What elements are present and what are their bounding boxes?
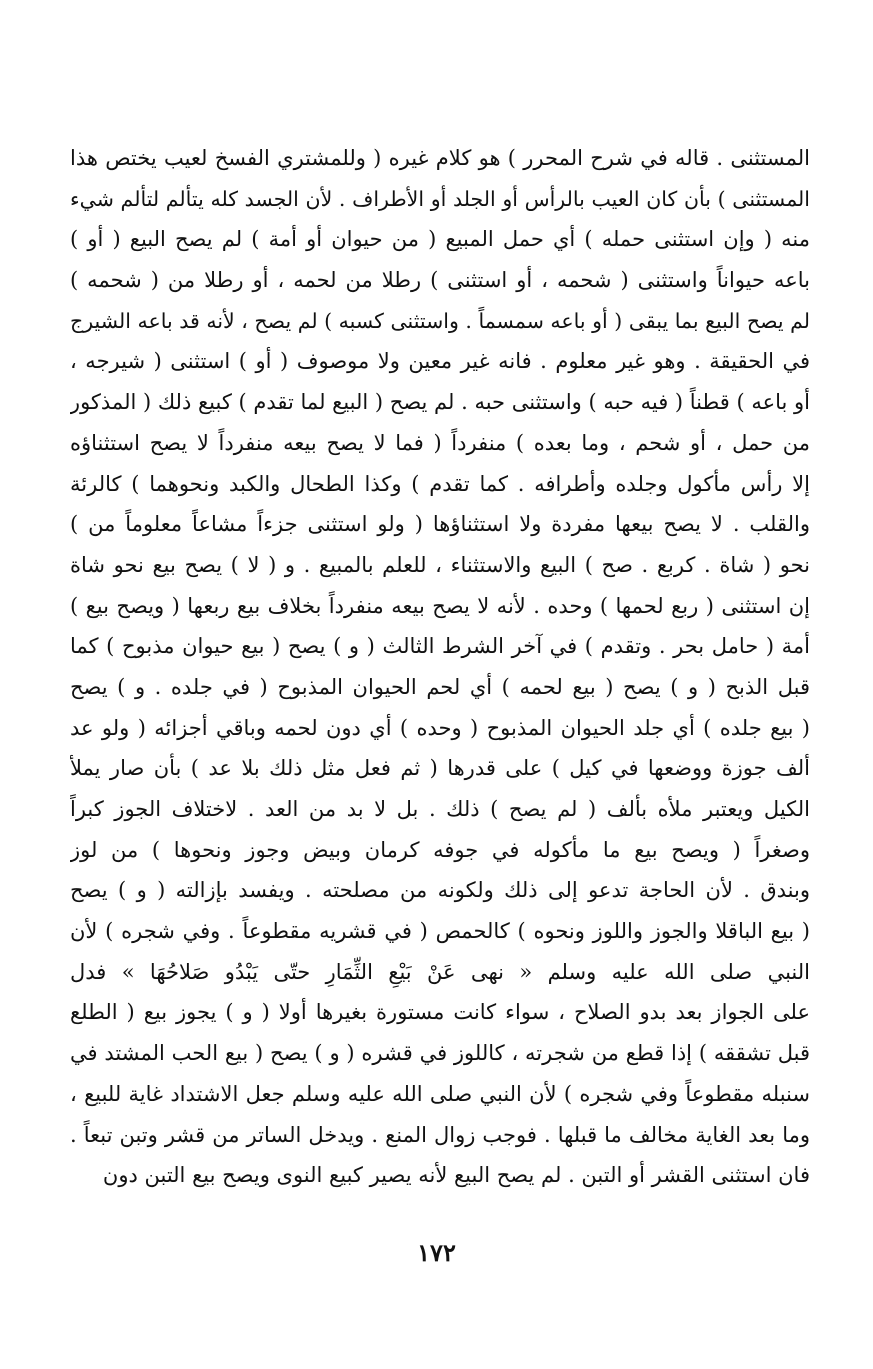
text-line: في الحقيقة . وهو غير معلوم . فانه غير معين ولا موصوف ( أو ) استثنى ( شيرجه ، [70,349,810,374]
text-line: قبل تشققه ) إذا قطع من شجرته ، كاللوز في قشره ( و ) يصح ( بيع الحب المشتد في [70,1041,810,1066]
text-line: على الجواز بعد بدو الصلاح ، سواء كانت مستورة بغيرها أولا ( و ) يجوز بيع ( الطلع [70,1000,810,1025]
text-line: قبل الذبح ( و ) يصح ( بيع لحمه ) أي لحم الحيوان المذبوح ( في جلده . و ) يصح [70,674,810,699]
text-line: من حمل ، أو شحم ، وما بعده ) منفرداً ( فما لا يصح بيعه منفرداً لا يصح استثناؤه [70,430,810,455]
text-line: والقلب . لا يصح بيعها مفردة ولا استثناؤها ( ولو استثنى جزءاً مشاعاً معلوماً من ) [70,512,810,537]
text-line: أو باعه ) قطناً ( فيه حبه ) واستثنى حبه . لم يصح ( البيع لما تقدم ) كبيع ذلك ( المذكور [70,390,810,415]
text-line: منه ( وإن استثنى حمله ) أي حمل المبيع ( من حيوان أو أمة ) لم يصح البيع ( أو ) [70,227,810,252]
text-line: الكيل ويعتبر ملأه بألف ( لم يصح ) ذلك . بل لا بد من العد . لاختلاف الجوز كبراً [70,797,810,821]
text-line: ( بيع جلده ) أي جلد الحيوان المذبوح ( وحده ) أي دون لحمه وباقي أجزائه ( ولو عد [70,715,810,740]
text-line: ( بيع الباقلا والجوز واللوز ونحوه ) كالحمص ( في قشريه مقطوعاً . وفي شجره ) لأن [70,919,810,944]
text-line: سنبله مقطوعاً وفي شجره ) لأن النبي صلى الله عليه وسلم جعل الاشتداد غاية للبيع ، [70,1081,810,1106]
text-line: النبي صلى الله عليه وسلم « نهى عَنْ بَيْعِ الثِّمَارِ حتّى يَبْدُو صَلاحُهَا » فدل [70,959,810,984]
text-line: نحو ( شاة . كربع . صح ) البيع والاستثناء ، للعلم بالمبيع . و ( لا ) يصح بيع نحو شاة [70,552,810,577]
text-line: باعه حيواناً واستثنى ( شحمه ، أو استثنى ) رطلا من لحمه ، أو رطلا من ( شحمه ) [70,268,810,293]
text-line: أمة ( حامل بحر . وتقدم ) في آخر الشرط الثالث ( و ) يصح ( بيع حيوان مذبوح ) كما [70,634,810,659]
text-line: المستثنى . قاله في شرح المحرر ) هو كلام غيره ( وللمشتري الفسخ لعيب يختص هذا [70,146,810,170]
text-line: ألف جوزة ووضعها في كيل ) على قدرها ( ثم فعل مثل ذلك بلا عد ) بأن صار يملأ [70,756,810,781]
text-line: وما بعد الغاية مخالف ما قبلها . فوجب زوال المنع . ويدخل الساتر من قشر وتبن تبعاً . [70,1122,810,1147]
text-line: لم يصح البيع بما يبقى ( أو باعه سمسماً . واستثنى كسبه ) لم يصح ، لأنه قد باعه الشيرج [70,308,810,333]
text-line: وبندق . لأن الحاجة تدعو إلى ذلك ولكونه من مصلحته . ويفسد بإزالته ( و ) يصح [70,878,810,903]
text-line: فان استثنى القشر أو التبن . لم يصح البيع لأنه يصير كبيع النوى ويصح بيع التبن دون [102,1163,810,1188]
text-line: إن استثنى ( ربع لحمها ) وحده . لأنه لا يصح بيعه منفرداً بخلاف بيع ربعها ( ويصح بيع ) [70,593,810,618]
text-line: المستثنى ) بأن كان العيب بالرأس أو الجلد أو الأطراف . لأن الجسد كله يتألم لتألم شيء [70,186,810,211]
page-number: ١٧٢ [417,1238,456,1267]
text-line: وصغراً ( ويصح بيع ما مأكوله في جوفه كرمان وبيض وجوز ونحوها ) من لوز [70,837,810,862]
body-text [70,138,810,1196]
text-line: إلا رأس مأكول وجلده وأطرافه . كما تقدم ) وكذا الطحال والكبد ونحوهما ) كالرئة [70,471,810,496]
